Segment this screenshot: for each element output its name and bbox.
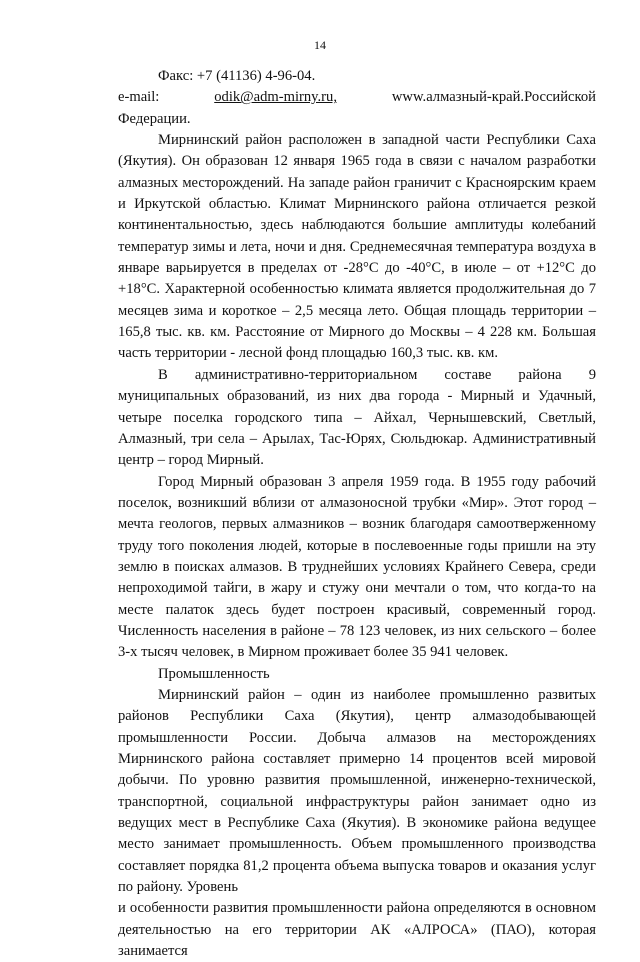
paragraph-industry: Мирнинский район – один из наиболее промышленно развитых районов Республики Саха (Якутия), центр алмазодобывающей промышленности России. Добыча алмазов на месторождениях Мирнинского района составляет примерно 14 процентов всей мировой добычи. По уровню развития промышленной, инженерно-технической, транспортной, социальной инфраструктуры район занимает одно из ведущих мест в Республике Саха (Якутия). В экономике района ведущее место занимает промышленность. Объем промышленного производства составляет порядка 81,2 процента объема выпуска товаров и оказания услуг по району. Уровень	[118, 686, 596, 896]
email-label: e-mail:	[118, 89, 160, 106]
page-number: 14	[314, 38, 326, 52]
paragraph-administrative: В административно-территориальном составе района 9 муниципальных образований, из них два города - Мирный и Удачный, четыре поселка городского типа – Айхал, Чернышевский, Светлый, Алмазный, три села – Арылах, Тас-Юрях, Сюльдюкар. Административный центр – город Мирный.	[118, 366, 596, 469]
document-body	[118, 66, 596, 962]
paragraph-region-overview: Мирнинский район расположен в западной части Республики Саха (Якутия). Он образован 12 января 1965 года в связи с началом разработки алмазных месторождений. На западе район граничит с Красноярским краем и Иркутской областью. Климат Мирнинского района отличается резкой континентальностью, здесь наблюдаются большие амплитуды колебаний температур зимы и лета, ночи и дня. Среднемесячная температура воздуха в январе варьируется в пределах от -28°С до -40°С, в июле – от +12°С до +18°С. Характерной особенностью климата является продолжительная до 7 месяцев зима и короткое – 2,5 месяца лето. Общая площадь территории – 165,8 тыс. кв. км. Расстояние от Мирного до Москвы – 4 228 км. Большая часть территории - лесной фонд площадью 160,3 тыс. кв. км.	[118, 132, 596, 362]
section-heading-industry: Промышленность	[158, 665, 270, 682]
email-link[interactable]: odik@adm-mirny.ru,	[214, 89, 337, 106]
fax-line: Факс: +7 (41136) 4-96-04.	[158, 68, 316, 84]
paragraph-mirny-city: Город Мирный образован 3 апреля 1959 года. В 1955 году рабочий поселок, возникший вблизи от алмазоносной трубки «Мир». Этот город – мечта геологов, первых алмазников – возник благодаря самоотверженному труду того поколения людей, которые в послевоенные годы пришли на эту землю в поисках алмазов. В труднейших условиях Крайнего Севера, среди непроходимой тайги, в жару и стужу они мечтали о том, что когда-то на месте палаток здесь будет построен красивый, современный город. Численность населения в районе – 78 123 человек, из них сельского – более 3-х тысяч человек, в Мирном проживает более 35 941 человек.	[118, 473, 596, 661]
paragraph-industry-continuation: и особенности развития промышленности района определяются в основном деятельностью на его территории АК «АЛРОСА» (ПАО), которая занимается	[118, 900, 596, 960]
email-line	[118, 87, 596, 108]
website-text: www.алмазный-край.Российской	[391, 89, 596, 106]
website-continuation: Федерации.	[118, 110, 191, 127]
